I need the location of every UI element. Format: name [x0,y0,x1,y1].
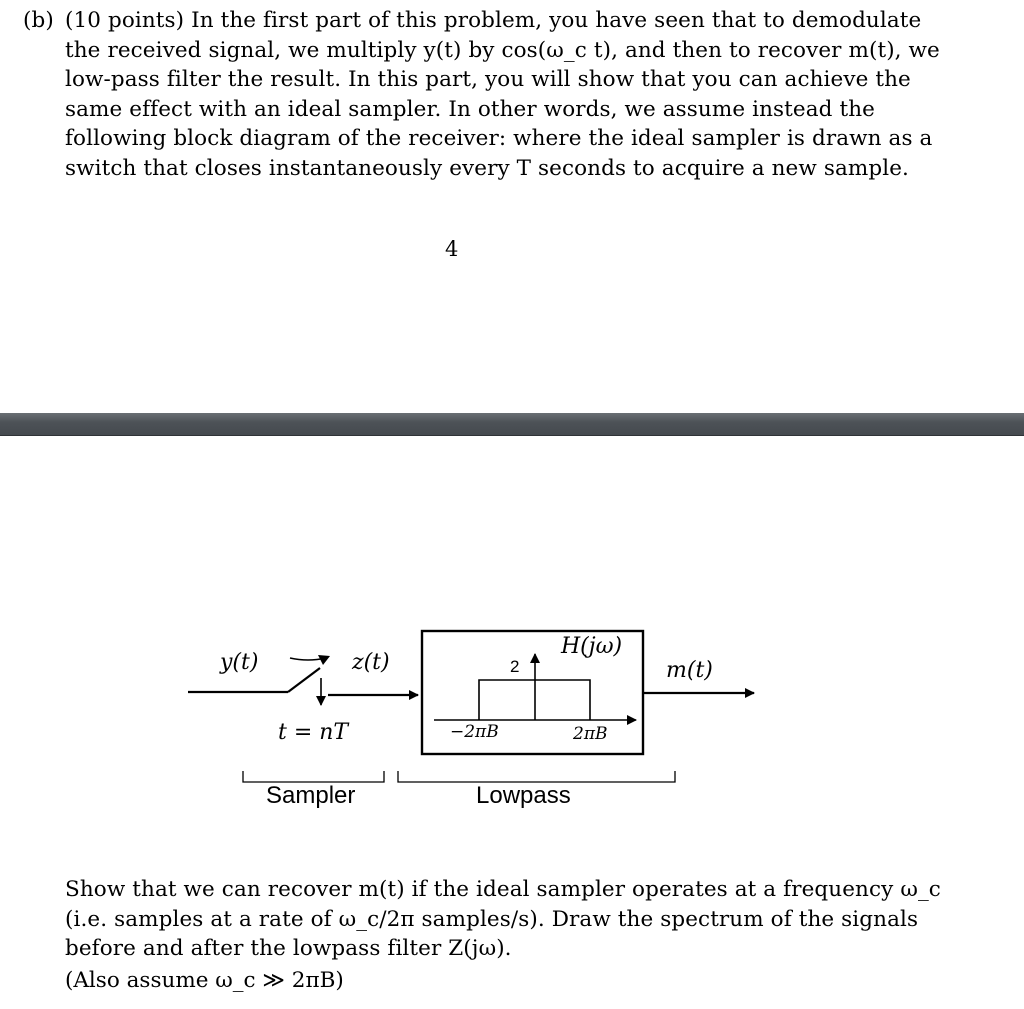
part-label: (b) [23,8,54,33]
switch-arc-head [318,655,330,665]
sampler-bracket [243,771,384,782]
lowpass-bracket [398,771,675,782]
positive-cutoff-label: 2πB [573,724,608,744]
page-number: 4 [445,237,459,261]
output-signal-label: m(t) [666,658,713,683]
sampled-signal-label: z(t) [352,650,390,675]
switch-blade [288,668,320,692]
intro-text: (10 points) In the first part of this problem, you have seen that to demodulate the received signal, we multiply y(t) by cos(ω_c t), and then to recover m(t), we low-pass filter the result. In this part, you will show that you can achieve the same effect with an ideal sampler. In other words, we assume instead the following block diagram of the receiver: where the ideal sampler is drawn as a switch that closes instantaneously every T seconds to acquire a new sample. [65,8,940,181]
sampler-caption: Sampler [266,782,356,809]
filter-gain: 2 [510,657,520,676]
closing-question: Show that we can recover m(t) if the ideal sampler operates at a frequency ω_c (i.e. samples at a rate of ω_c/2π samples/s). Draw the spectrum of the signals before and after the lowpass filter Z(jω). [65,877,941,961]
problem-intro [23,6,963,183]
lowpass-caption: Lowpass [476,782,571,809]
page-separator [0,413,1024,436]
input-signal-label: y(t) [220,650,259,675]
filter-title: H(jω) [561,634,623,659]
receiver-block-diagram [180,610,780,820]
assumption-note: (Also assume ω_c ≫ 2πB) [65,968,344,993]
sample-time-label: t = nT [278,720,349,745]
negative-cutoff-label: −2πB [450,722,499,742]
